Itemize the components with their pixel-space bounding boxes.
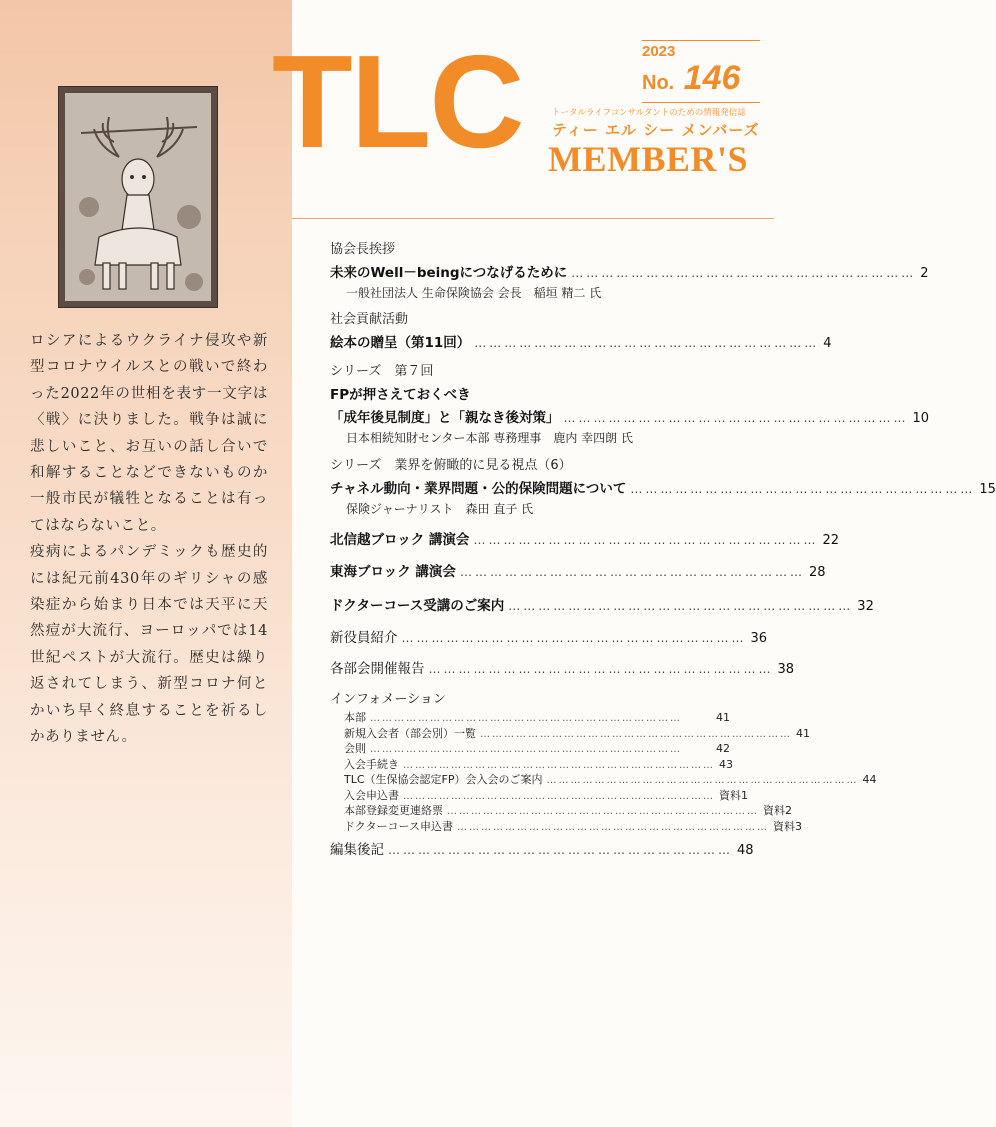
deer-artwork bbox=[58, 86, 218, 308]
toc-entry[interactable] bbox=[330, 477, 996, 497]
info-item-label: 本部登録変更連絡票 bbox=[344, 804, 443, 817]
toc-reports bbox=[330, 657, 795, 677]
info-item-page: 41 bbox=[796, 726, 810, 740]
leader-dots: …………………………………………………………………… bbox=[457, 821, 770, 833]
entry-title: 未来のWell－beingにつなげるために bbox=[330, 265, 568, 281]
info-item-page: 41 bbox=[716, 711, 730, 724]
entry-title: 北信越ブロック 講演会 bbox=[330, 532, 470, 548]
leader-dots: …………………………………………………………… bbox=[428, 662, 774, 676]
leader-dots: …………………………………………………………………… bbox=[480, 728, 792, 740]
entry-title-line2: 「成年後見制度」と「親なき後対策」 bbox=[330, 410, 560, 426]
issue-year: 2023 bbox=[642, 43, 676, 60]
toc-hokushinetsu bbox=[330, 528, 839, 548]
leader-dots: …………………………………………………………………… bbox=[546, 775, 859, 786]
toc-entry[interactable] bbox=[330, 657, 795, 677]
leader-dots: …………………………………………………………………… bbox=[447, 806, 759, 817]
essay-paragraph-1: ロシアによるウクライナ侵攻や新型コロナウイルスとの戦いで終わった2022年の世相を表す一文字は〈戦〉に決りました。戦争は誠に悲しいこと、お互いの話し合いで和解することなどできないものか一般市民が犠牲となることは有ってはならないこと。 bbox=[30, 333, 268, 534]
page-number: 48 bbox=[737, 843, 754, 858]
info-item-label: ドクターコース申込書 bbox=[344, 819, 454, 833]
page-number: 10 bbox=[912, 411, 930, 426]
author-line: 一般社団法人 生命保険協会 会長 稲垣 精二 氏 bbox=[346, 286, 602, 300]
page-number: 22 bbox=[822, 533, 839, 548]
toc-entry[interactable] bbox=[330, 838, 754, 858]
info-item[interactable] bbox=[330, 742, 730, 758]
entry-title: 絵本の贈呈（第11回） bbox=[330, 335, 471, 351]
info-item[interactable] bbox=[330, 773, 877, 789]
author-line: 保険ジャーナリスト 森田 直子 氏 bbox=[346, 502, 534, 516]
toc-entry[interactable] bbox=[330, 406, 930, 426]
kana-title: ティー エル シー メンバーズ bbox=[552, 121, 760, 139]
issue-number-line bbox=[642, 61, 760, 100]
author-line: 日本相続知財センター本部 専務理事 鹿内 幸四朗 氏 bbox=[346, 431, 633, 445]
leader-dots: …………………………………………………………………… bbox=[370, 713, 682, 724]
tlc-logo: TLC bbox=[272, 28, 523, 175]
members-title: MEMBER'S bbox=[548, 139, 749, 179]
category-label: 社会貢献活動 bbox=[330, 312, 409, 327]
leader-dots: …………………………………………………………… bbox=[473, 533, 819, 547]
leader-dots: …………………………………………………………… bbox=[508, 599, 854, 613]
toc-greeting bbox=[330, 238, 929, 301]
toc-doctor bbox=[330, 594, 874, 614]
info-item[interactable] bbox=[330, 711, 730, 727]
toc-entry[interactable] bbox=[330, 331, 832, 351]
toc-entry[interactable] bbox=[330, 560, 826, 580]
entry-title: 新役員紹介 bbox=[330, 630, 398, 646]
page-number: 15 bbox=[979, 482, 996, 497]
entry-title: 編集後記 bbox=[330, 842, 384, 858]
leader-dots: …………………………………………………………… bbox=[563, 411, 909, 425]
info-item[interactable] bbox=[330, 726, 810, 743]
leader-dots: …………………………………………………………… bbox=[630, 482, 976, 496]
entry-title: チャネル動向・業界問題・公的保険問題について bbox=[330, 481, 627, 497]
header-divider bbox=[292, 218, 774, 219]
info-item[interactable] bbox=[330, 788, 748, 805]
entry-title: 東海ブロック 講演会 bbox=[330, 564, 456, 580]
page-number: 36 bbox=[750, 631, 768, 646]
info-item[interactable] bbox=[330, 819, 803, 836]
left-panel bbox=[0, 0, 292, 1127]
entry-title-line1: FPが押さえておくべき bbox=[330, 387, 471, 403]
toc-series7 bbox=[330, 360, 930, 446]
toc-info bbox=[330, 688, 877, 835]
info-item-label: 入会申込書 bbox=[344, 788, 399, 802]
toc-entry[interactable] bbox=[330, 528, 839, 548]
page-number: 2 bbox=[920, 266, 929, 281]
tagline: トータルライフコンサルタントのための情報発信誌 bbox=[552, 108, 746, 118]
info-item-page: 43 bbox=[719, 757, 733, 771]
toc-series6 bbox=[330, 454, 996, 517]
info-item-page: 44 bbox=[862, 773, 877, 786]
info-item-label: 新規入会者（部会別）一覧 bbox=[344, 726, 476, 740]
category-label: シリーズ 第７回 bbox=[330, 364, 434, 379]
info-item-page: 資料1 bbox=[719, 788, 748, 802]
leader-dots: …………………………………………………………… bbox=[388, 843, 733, 857]
leader-dots: …………………………………………………………………… bbox=[403, 790, 715, 802]
toc-officers bbox=[330, 626, 768, 646]
issue-prefix: No. bbox=[642, 72, 675, 94]
leader-dots: …………………………………………………………………… bbox=[370, 744, 682, 755]
info-item-page: 資料3 bbox=[773, 819, 803, 833]
category-label: 協会長挨拶 bbox=[330, 242, 396, 257]
leader-dots: …………………………………………………………… bbox=[401, 631, 747, 645]
issue-box bbox=[642, 40, 760, 103]
info-item-page: 42 bbox=[716, 742, 730, 755]
toc-social bbox=[330, 308, 832, 351]
toc-tokai bbox=[330, 560, 826, 580]
editorial-essay bbox=[30, 328, 268, 751]
page-number: 38 bbox=[777, 662, 795, 677]
toc-entry[interactable] bbox=[330, 594, 874, 614]
toc-entry[interactable] bbox=[330, 261, 929, 281]
issue-number: 146 bbox=[683, 59, 741, 97]
leader-dots: …………………………………………………………… bbox=[459, 565, 805, 579]
leader-dots: …………………………………………………………… bbox=[474, 336, 820, 350]
info-item[interactable] bbox=[330, 757, 733, 774]
info-item-label: TLC（生保協会認定FP）会入会のご案内 bbox=[344, 773, 543, 786]
page-number: 4 bbox=[823, 336, 832, 351]
page-number: 32 bbox=[857, 599, 874, 614]
info-list bbox=[330, 711, 877, 835]
essay-paragraph-2: 疫病によるパンデミックも歴史的には紀元前430年のギリシャの感染症から始まり日本では天平に天然痘が大流行、ヨーロッパでは14世紀ペストが大流行。歴史は繰り返されてしまう、新型コロナ何とかいち早く終息することを祈るしかありません。 bbox=[30, 544, 268, 746]
page-number: 28 bbox=[808, 565, 826, 580]
info-item-label: 本部 bbox=[344, 711, 366, 724]
toc-entry[interactable] bbox=[330, 626, 768, 646]
info-item-page: 資料2 bbox=[763, 804, 792, 817]
leader-dots: …………………………………………………………………… bbox=[403, 759, 715, 771]
toc-editor bbox=[330, 838, 754, 858]
entry-title: 各部会開催報告 bbox=[330, 661, 425, 677]
leader-dots: …………………………………………………………… bbox=[571, 266, 917, 280]
deer-artwork-image bbox=[59, 87, 217, 307]
info-item-label: 会則 bbox=[344, 742, 366, 755]
category-label: インフォメーション bbox=[330, 692, 446, 707]
category-label: シリーズ 業界を俯瞰的に見る視点（6） bbox=[330, 458, 572, 473]
entry-title: ドクターコース受講のご案内 bbox=[330, 598, 505, 614]
info-item[interactable] bbox=[330, 804, 792, 820]
info-item-label: 入会手続き bbox=[344, 757, 399, 771]
